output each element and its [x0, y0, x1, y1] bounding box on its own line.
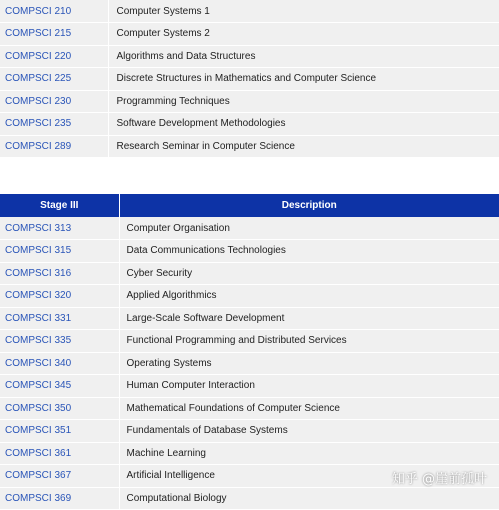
course-code-cell — [0, 113, 108, 136]
course-code-cell — [0, 135, 108, 158]
course-row — [0, 330, 499, 353]
course-code-link[interactable]: COMPSCI 340 — [5, 357, 72, 369]
course-code-link[interactable]: COMPSCI 345 — [5, 380, 72, 392]
course-row — [0, 113, 499, 136]
course-code-cell — [0, 397, 119, 420]
course-code-cell — [0, 420, 119, 443]
course-description-cell — [119, 397, 499, 420]
course-row — [0, 135, 499, 158]
course-row — [0, 240, 499, 263]
watermark-text: 知乎 @崖前孤叶 — [391, 472, 487, 487]
course-code-cell — [0, 68, 108, 91]
course-description-cell — [108, 0, 499, 23]
course-code-link[interactable]: COMPSCI 367 — [5, 470, 72, 482]
course-description-cell — [119, 240, 499, 263]
course-description: Data Communications Technologies — [126, 245, 286, 257]
course-code-link[interactable]: COMPSCI 320 — [5, 290, 72, 302]
course-description: Large-Scale Software Development — [126, 312, 285, 324]
course-code-cell — [0, 240, 119, 263]
course-row — [0, 397, 499, 420]
course-code-link[interactable]: COMPSCI 350 — [5, 402, 72, 414]
course-description: Programming Techniques — [116, 95, 230, 107]
course-description-cell — [108, 23, 499, 46]
course-description: Computer Systems 2 — [116, 28, 210, 40]
stage-column-header: Stage III — [0, 194, 119, 217]
course-description-cell — [119, 442, 499, 465]
stage2-table-body — [0, 0, 499, 158]
course-code-cell — [0, 352, 119, 375]
stage2-course-table — [0, 0, 499, 158]
course-code-link[interactable]: COMPSCI 225 — [5, 73, 72, 85]
course-description: Research Seminar in Computer Science — [116, 140, 295, 152]
course-description: Algorithms and Data Structures — [116, 50, 256, 62]
course-code-cell — [0, 330, 119, 353]
course-description: Mathematical Foundations of Computer Science — [126, 402, 340, 414]
course-row — [0, 217, 499, 240]
course-description-cell — [119, 307, 499, 330]
course-code-link[interactable]: COMPSCI 230 — [5, 95, 72, 107]
course-description: Applied Algorithmics — [126, 290, 217, 302]
course-code-link[interactable]: COMPSCI 215 — [5, 28, 72, 40]
course-description-cell — [119, 262, 499, 285]
course-row — [0, 442, 499, 465]
course-code-link[interactable]: COMPSCI 235 — [5, 118, 72, 130]
course-row — [0, 352, 499, 375]
watermark — [392, 468, 487, 487]
course-code-cell — [0, 465, 119, 488]
course-description-cell — [108, 90, 499, 113]
course-description: Cyber Security — [126, 267, 193, 279]
course-code-link[interactable]: COMPSCI 316 — [5, 267, 72, 279]
course-row — [0, 90, 499, 113]
course-description-cell — [119, 330, 499, 353]
course-code-cell — [0, 442, 119, 465]
course-code-cell — [0, 375, 119, 398]
course-code-link[interactable]: COMPSCI 220 — [5, 50, 72, 62]
course-code-cell — [0, 262, 119, 285]
course-row — [0, 285, 499, 308]
course-code-link[interactable]: COMPSCI 361 — [5, 447, 72, 459]
course-code-link[interactable]: COMPSCI 313 — [5, 222, 72, 234]
stage3-table-body — [0, 217, 499, 510]
course-row — [0, 262, 499, 285]
course-description-cell — [108, 135, 499, 158]
course-description: Fundamentals of Database Systems — [126, 425, 288, 437]
course-description-cell — [119, 487, 499, 510]
course-description: Functional Programming and Distributed Services — [126, 335, 347, 347]
course-description-cell — [119, 217, 499, 240]
course-code-cell — [0, 285, 119, 308]
course-description-cell — [108, 68, 499, 91]
course-code-cell — [0, 45, 108, 68]
course-code-link[interactable]: COMPSCI 335 — [5, 335, 72, 347]
course-description: Computational Biology — [126, 492, 227, 504]
course-row — [0, 45, 499, 68]
course-description-cell — [108, 45, 499, 68]
course-code-link[interactable]: COMPSCI 331 — [5, 312, 72, 324]
course-description-cell — [119, 420, 499, 443]
course-row — [0, 0, 499, 23]
course-description: Artificial Intelligence — [126, 470, 215, 482]
course-code-link[interactable]: COMPSCI 315 — [5, 245, 72, 257]
course-code-cell — [0, 487, 119, 510]
course-code-link[interactable]: COMPSCI 289 — [5, 140, 72, 152]
course-description: Computer Systems 1 — [116, 5, 210, 17]
course-code-cell — [0, 307, 119, 330]
course-row — [0, 23, 499, 46]
course-code-cell — [0, 0, 108, 23]
course-description: Human Computer Interaction — [126, 380, 255, 392]
course-code-link[interactable]: COMPSCI 210 — [5, 5, 72, 17]
course-description-cell — [108, 113, 499, 136]
stage3-course-table — [0, 194, 499, 510]
course-description: Computer Organisation — [126, 222, 230, 234]
course-description: Discrete Structures in Mathematics and Computer Science — [116, 73, 377, 85]
course-row — [0, 68, 499, 91]
course-code-link[interactable]: COMPSCI 351 — [5, 425, 72, 437]
course-description: Machine Learning — [126, 447, 206, 459]
course-code-cell — [0, 90, 108, 113]
course-row — [0, 375, 499, 398]
course-row — [0, 487, 499, 510]
course-code-cell — [0, 23, 108, 46]
stage3-header-row — [0, 194, 499, 217]
course-code-link[interactable]: COMPSCI 369 — [5, 492, 72, 504]
course-description: Software Development Methodologies — [116, 118, 286, 130]
course-description: Operating Systems — [126, 357, 212, 369]
course-code-cell — [0, 217, 119, 240]
course-description-cell — [119, 285, 499, 308]
course-row — [0, 420, 499, 443]
course-description-cell — [119, 375, 499, 398]
course-row — [0, 307, 499, 330]
description-column-header: Description — [119, 194, 499, 217]
course-description-cell — [119, 352, 499, 375]
